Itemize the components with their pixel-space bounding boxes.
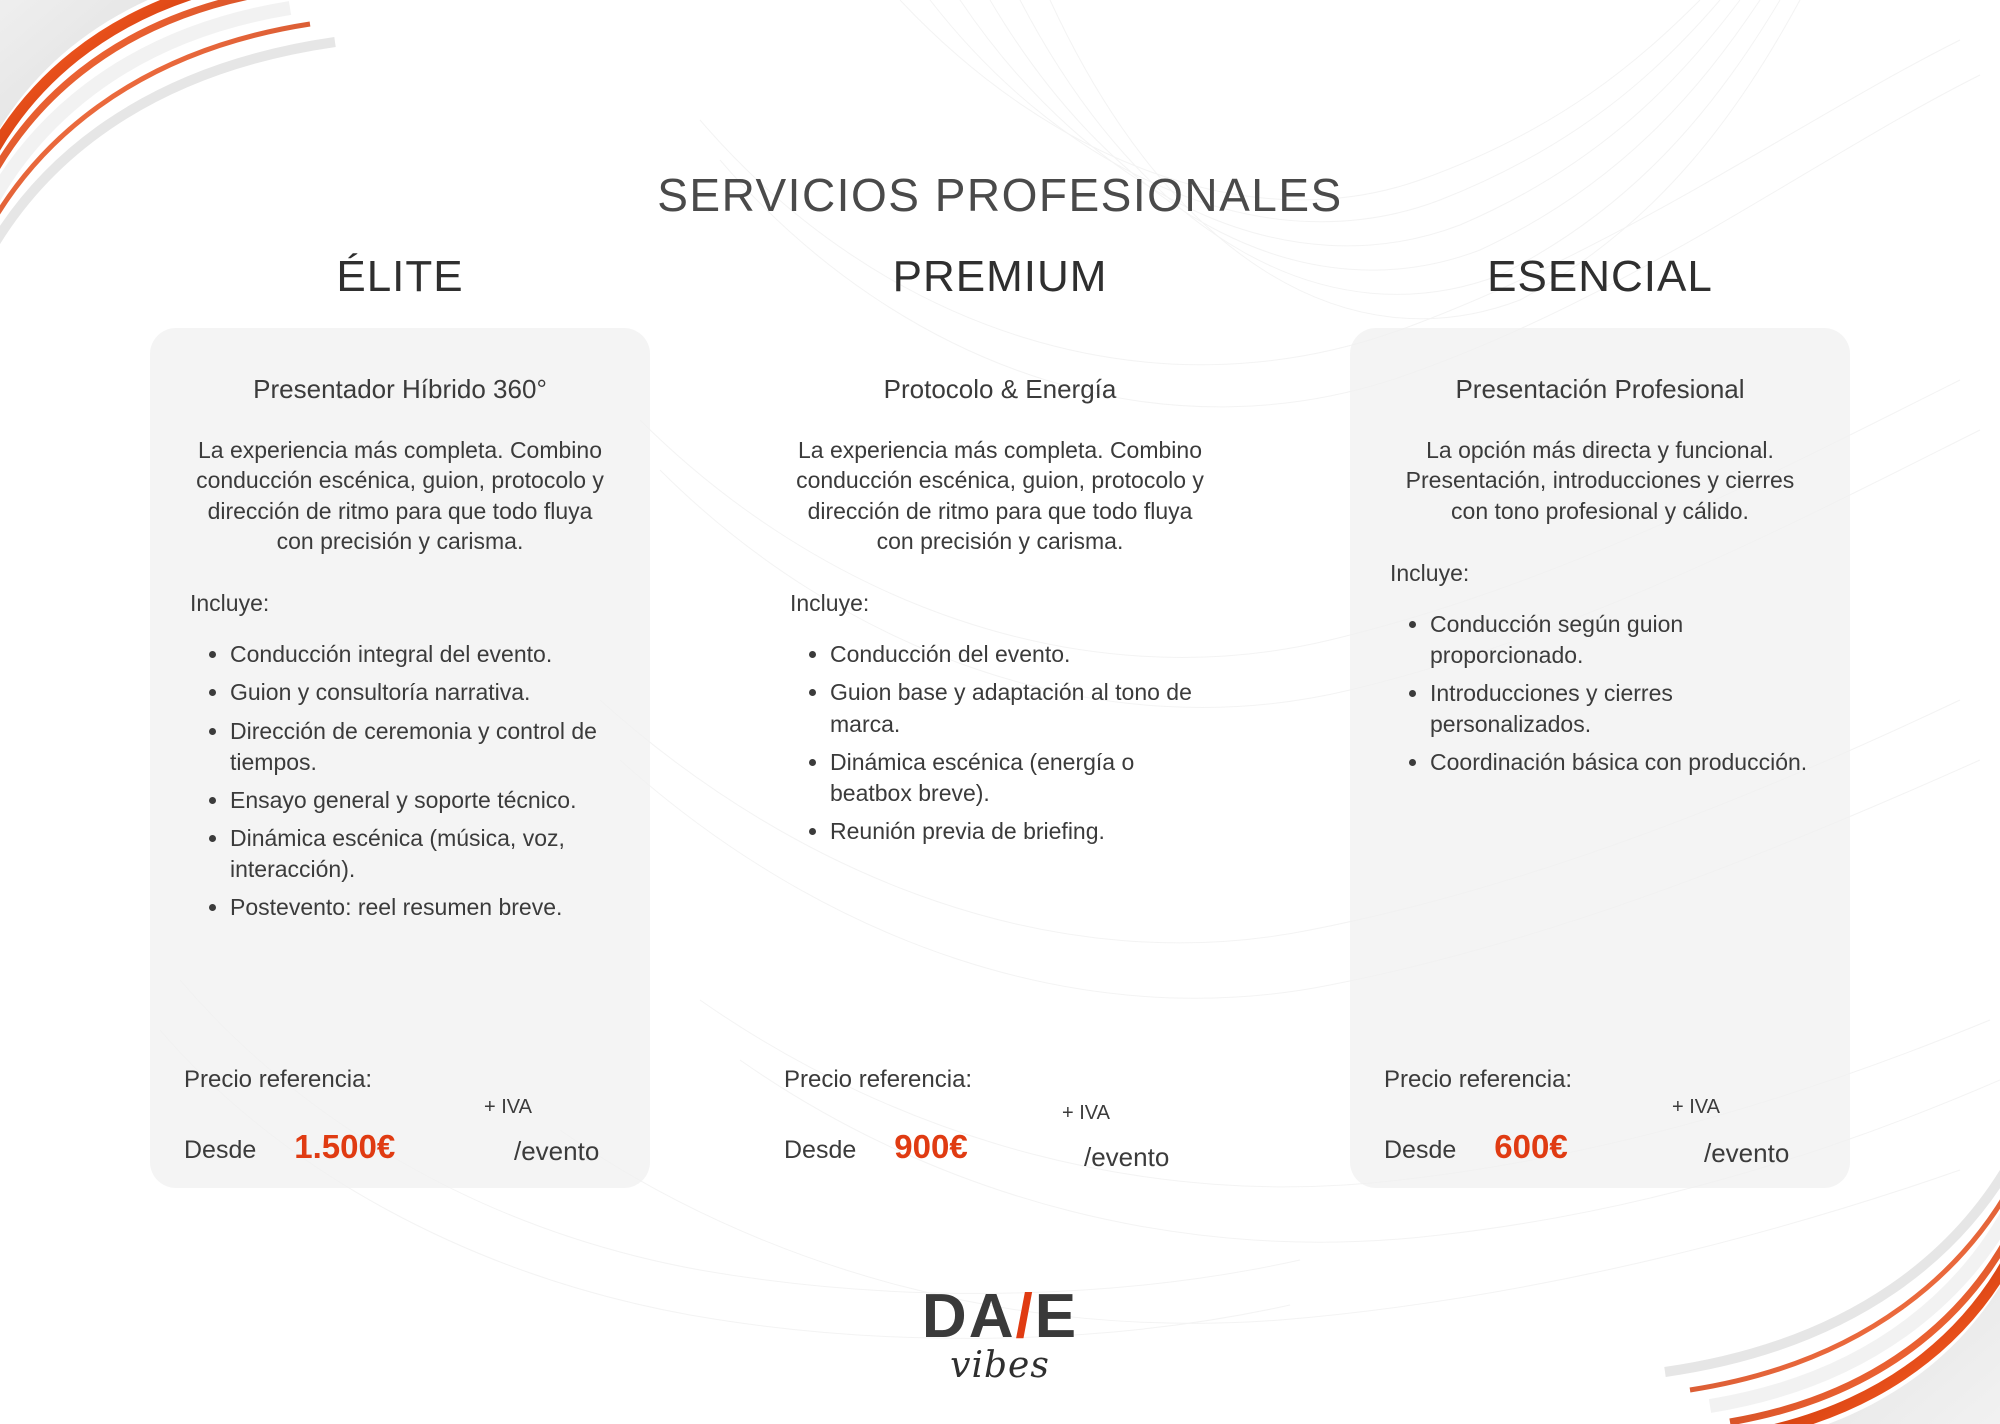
plan-card-premium[interactable] (750, 328, 1250, 1188)
pricing-column-elite (150, 252, 650, 1188)
plan-name-esencial: ESENCIAL (1487, 252, 1713, 301)
list-item: • Ensayo general y soporte técnico. (230, 785, 616, 816)
list-item: • Conducción según guion proporcionado. (1430, 609, 1816, 671)
price-label-elite: Precio referencia: (184, 1066, 373, 1093)
logo-slash-icon: / (1015, 1282, 1035, 1352)
plan-subtitle-esencial: Presentación Profesional (1455, 374, 1745, 404)
pricing-column-esencial (1350, 252, 1850, 1188)
price-block-elite (184, 1066, 616, 1166)
page-title: SERVICIOS PROFESIONALES (657, 169, 1343, 221)
plan-subtitle-elite: Presentador Híbrido 360° (253, 374, 547, 404)
plan-subtitle-premium: Protocolo & Energía (883, 374, 1117, 404)
brand-logo (870, 1282, 1130, 1386)
includes-label-premium: Incluye: (790, 590, 870, 617)
price-row-premium (784, 1102, 1216, 1172)
price-unit-esencial: /evento (1704, 1138, 1790, 1168)
list-item: • Postevento: reel resumen breve. (230, 892, 616, 923)
price-amount-premium: 900€ (894, 1128, 968, 1165)
logo-wordmark (870, 1282, 1130, 1352)
price-amount-elite: 1.500€ (294, 1128, 396, 1165)
price-label-premium: Precio referencia: (784, 1066, 973, 1093)
list-item: • Dinámica escénica (energía o beatbox breve). (830, 747, 1216, 809)
list-item: • Introducciones y cierres personalizados. (1430, 678, 1816, 740)
list-item: • Dirección de ceremonia y control de tiempos. (230, 716, 616, 778)
list-item: • Dinámica escénica (música, voz, interacción). (230, 823, 616, 885)
feature-list-premium (784, 639, 1216, 846)
plan-name-premium: PREMIUM (892, 252, 1108, 301)
price-from-esencial: Desde (1384, 1136, 1457, 1164)
list-item: • Reunión previa de briefing. (830, 816, 1216, 847)
price-row-elite (184, 1096, 616, 1166)
price-tax-esencial: + IVA (1672, 1096, 1720, 1118)
price-tax-elite: + IVA (484, 1096, 532, 1118)
plan-description-esencial: La opción más directa y funcional. Presentación, introducciones y cierres con tono profesional y cálido. (1405, 437, 1795, 524)
logo-tagline: vibes (950, 1345, 1050, 1386)
logo-part-one: DA (921, 1282, 1016, 1352)
list-item: • Coordinación básica con producción. (1430, 747, 1816, 778)
list-item: • Conducción del evento. (830, 639, 1216, 670)
feature-list-esencial (1384, 609, 1816, 778)
pricing-column-premium (750, 252, 1250, 1188)
price-tax-premium: + IVA (1062, 1102, 1110, 1124)
price-unit-premium: /evento (1084, 1142, 1170, 1172)
price-block-esencial (1384, 1066, 1816, 1166)
price-from-elite: Desde (184, 1136, 257, 1164)
plan-name-elite: ÉLITE (336, 252, 464, 301)
logo-part-two: E (1034, 1282, 1079, 1352)
plan-description-elite: La experiencia más completa. Combino conducción escénica, guion, protocolo y dirección de ritmo para que todo fluya con precisión y carisma. (196, 437, 604, 555)
plan-description-premium: La experiencia más completa. Combino conducción escénica, guion, protocolo y dirección de ritmo para que todo fluya con precisión y carisma. (796, 437, 1204, 555)
plan-card-esencial[interactable] (1350, 328, 1850, 1188)
includes-label-esencial: Incluye: (1390, 560, 1470, 587)
price-label-esencial: Precio referencia: (1384, 1066, 1573, 1093)
list-item: • Conducción integral del evento. (230, 639, 616, 670)
price-from-premium: Desde (784, 1136, 857, 1164)
list-item: • Guion base y adaptación al tono de marca. (830, 677, 1216, 739)
price-amount-esencial: 600€ (1494, 1128, 1568, 1165)
price-block-premium (784, 1066, 1216, 1172)
includes-label-elite: Incluye: (190, 590, 270, 617)
feature-list-elite (184, 639, 616, 922)
plan-card-elite[interactable] (150, 328, 650, 1188)
price-unit-elite: /evento (514, 1136, 600, 1166)
list-item: • Guion y consultoría narrativa. (230, 677, 616, 708)
price-row-esencial (1384, 1096, 1816, 1168)
pricing-columns (150, 252, 1850, 1188)
